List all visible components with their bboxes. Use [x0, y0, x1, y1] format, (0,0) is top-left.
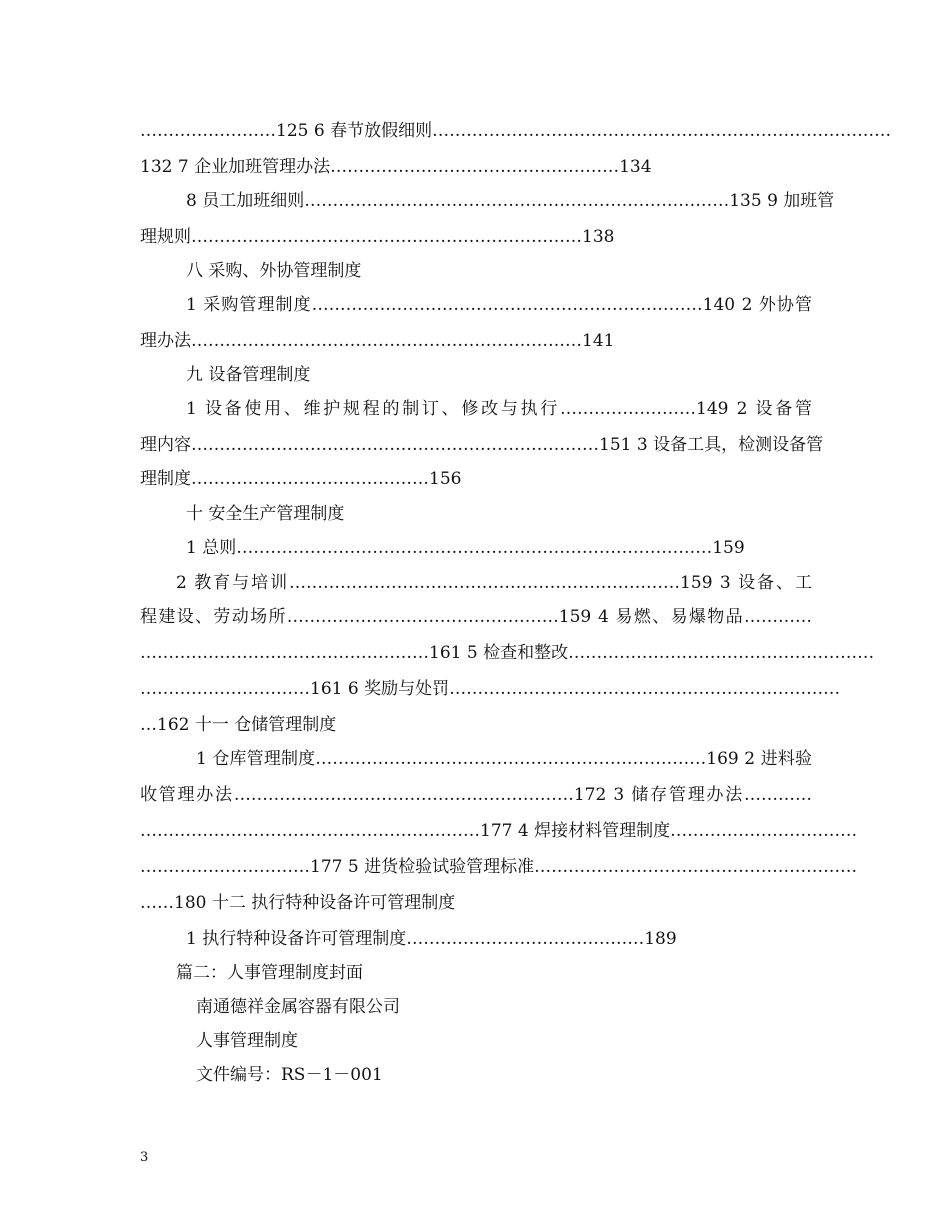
toc-line: 1 采购管理制度……………………………………………………………140 2 外协管: [186, 295, 812, 315]
toc-line: 理规则……………………………………………………………138: [140, 227, 615, 247]
document-title: 人事管理制度: [196, 1031, 298, 1051]
toc-line: 理办法……………………………………………………………141: [140, 331, 615, 351]
toc-line: 1 设备使用、维护规程的制订、修改与执行……………………149 2 设备管: [186, 399, 812, 419]
toc-line: 8 员工加班细则…………………………………………………………………135 9 加班管: [186, 191, 835, 211]
page-number: 3: [140, 1150, 149, 1165]
section-heading: 十 安全生产管理制度: [186, 504, 345, 524]
toc-line: 1 执行特种设备许可管理制度……………………………………189: [186, 929, 677, 949]
toc-line: 132 7 企业加班管理办法……………………………………………134: [140, 157, 652, 177]
toc-line: …162 十一 仓储管理制度: [140, 715, 337, 735]
toc-line: ……………………………………………161 5 检查和整改………………………………………………: [140, 643, 875, 663]
document-number: 文件编号：RS－1－001: [196, 1065, 383, 1085]
toc-line: …………………………177 5 进货检验试验管理标准…………………………………………………: [140, 857, 858, 877]
toc-line: 1 仓库管理制度……………………………………………………………169 2 进料验: [196, 749, 812, 769]
toc-line: 理内容………………………………………………………………151 3 设备工具，检测设备管: [140, 435, 824, 455]
section-heading: 八 采购、外协管理制度: [186, 261, 362, 281]
toc-line: ……………………125 6 春节放假细则………………………………………………………………………: [140, 121, 892, 141]
section-heading: 九 设备管理制度: [186, 365, 311, 385]
toc-line: 收管理办法……………………………………………………172 3 储存管理办法…………: [140, 785, 812, 805]
toc-line: 1 总则…………………………………………………………………………159: [186, 538, 745, 558]
article-heading: 篇二：人事管理制度封面: [176, 963, 363, 983]
toc-line: 2 教育与培训……………………………………………………………159 3 设备、工: [176, 573, 812, 593]
toc-line: …………………………161 6 奖励与处罚……………………………………………………………: [140, 679, 841, 699]
toc-line: 程建设、劳动场所…………………………………………159 4 易燃、易爆物品…………: [140, 607, 812, 627]
company-name: 南通德祥金属容器有限公司: [196, 997, 400, 1017]
toc-line: ……180 十二 执行特种设备许可管理制度: [140, 893, 456, 913]
toc-line: 理制度……………………………………156: [140, 469, 462, 489]
toc-line: ……………………………………………………177 4 焊接材料管理制度……………………………: [140, 821, 858, 841]
